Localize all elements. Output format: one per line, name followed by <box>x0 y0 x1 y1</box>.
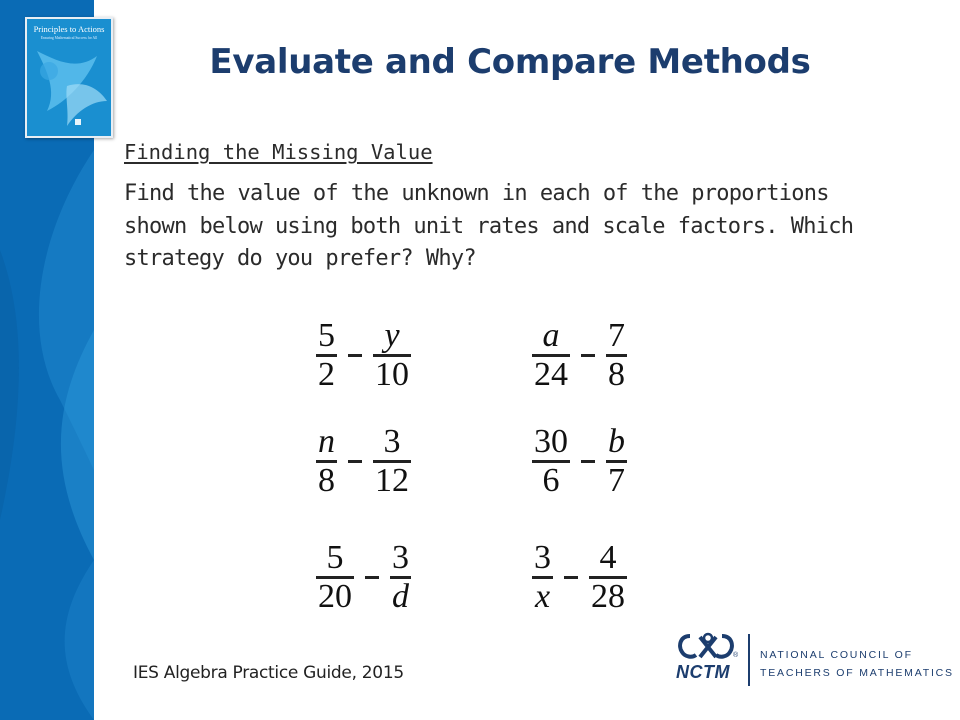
denominator: 8 <box>608 355 625 393</box>
numerator: 30 <box>534 423 568 460</box>
denominator: 10 <box>375 355 409 393</box>
proportion-equation <box>316 318 411 393</box>
book-cover-title: Principles to Actions <box>33 24 105 34</box>
denominator: 12 <box>375 461 409 499</box>
numerator: 4 <box>599 539 617 576</box>
equals-sign <box>348 460 362 463</box>
denominator: 2 <box>318 355 335 393</box>
proportion-equation <box>316 424 411 499</box>
equals-sign <box>564 576 578 579</box>
numerator: a <box>542 317 560 354</box>
equals-sign <box>581 354 595 357</box>
denominator: 7 <box>608 461 625 499</box>
proportion-equation <box>316 540 411 615</box>
equals-sign <box>581 460 595 463</box>
book-cover-art <box>27 41 111 136</box>
logo-divider <box>748 634 750 686</box>
numerator: 3 <box>392 539 409 576</box>
numerator: 5 <box>318 317 335 354</box>
denominator: 20 <box>318 577 352 615</box>
denominator: d <box>392 577 409 615</box>
proportion-equation <box>532 318 627 393</box>
proportion-equation <box>532 424 627 499</box>
numerator: b <box>608 423 625 460</box>
logo-organization-name <box>760 646 954 682</box>
registered-icon: ® <box>733 652 739 659</box>
equals-sign <box>348 354 362 357</box>
instructions-text: Find the value of the unknown in each of the proportions shown below using both unit rates and scale factors. Which strategy do you prefer? Why? <box>124 181 854 271</box>
slide-title: Evaluate and Compare Methods <box>209 42 811 82</box>
nctm-logo <box>676 630 954 690</box>
subheading: Finding the Missing Value <box>124 140 433 164</box>
numerator: n <box>318 423 335 460</box>
numerator: y <box>384 317 400 354</box>
denominator: 8 <box>318 461 335 499</box>
proportion-equation <box>532 540 627 615</box>
equals-sign <box>365 576 379 579</box>
nctm-logo-mark <box>676 632 739 662</box>
denominator: 28 <box>591 577 625 615</box>
logo-line-2: TEACHERS OF MATHEMATICS <box>760 667 954 679</box>
book-cover <box>25 17 113 138</box>
numerator: 3 <box>534 539 551 576</box>
denominator: 24 <box>534 355 568 393</box>
numerator: 5 <box>326 539 344 576</box>
denominator: 6 <box>542 461 560 499</box>
numerator: 3 <box>383 423 401 460</box>
book-cover-subtitle: Ensuring Mathematical Success for All <box>40 36 98 40</box>
denominator: x <box>534 577 551 615</box>
source-citation: IES Algebra Practice Guide, 2015 <box>133 663 404 683</box>
logo-line-1: NATIONAL COUNCIL OF <box>760 649 913 661</box>
logo-acronym: NCTM <box>676 662 730 682</box>
numerator: 7 <box>608 317 625 354</box>
